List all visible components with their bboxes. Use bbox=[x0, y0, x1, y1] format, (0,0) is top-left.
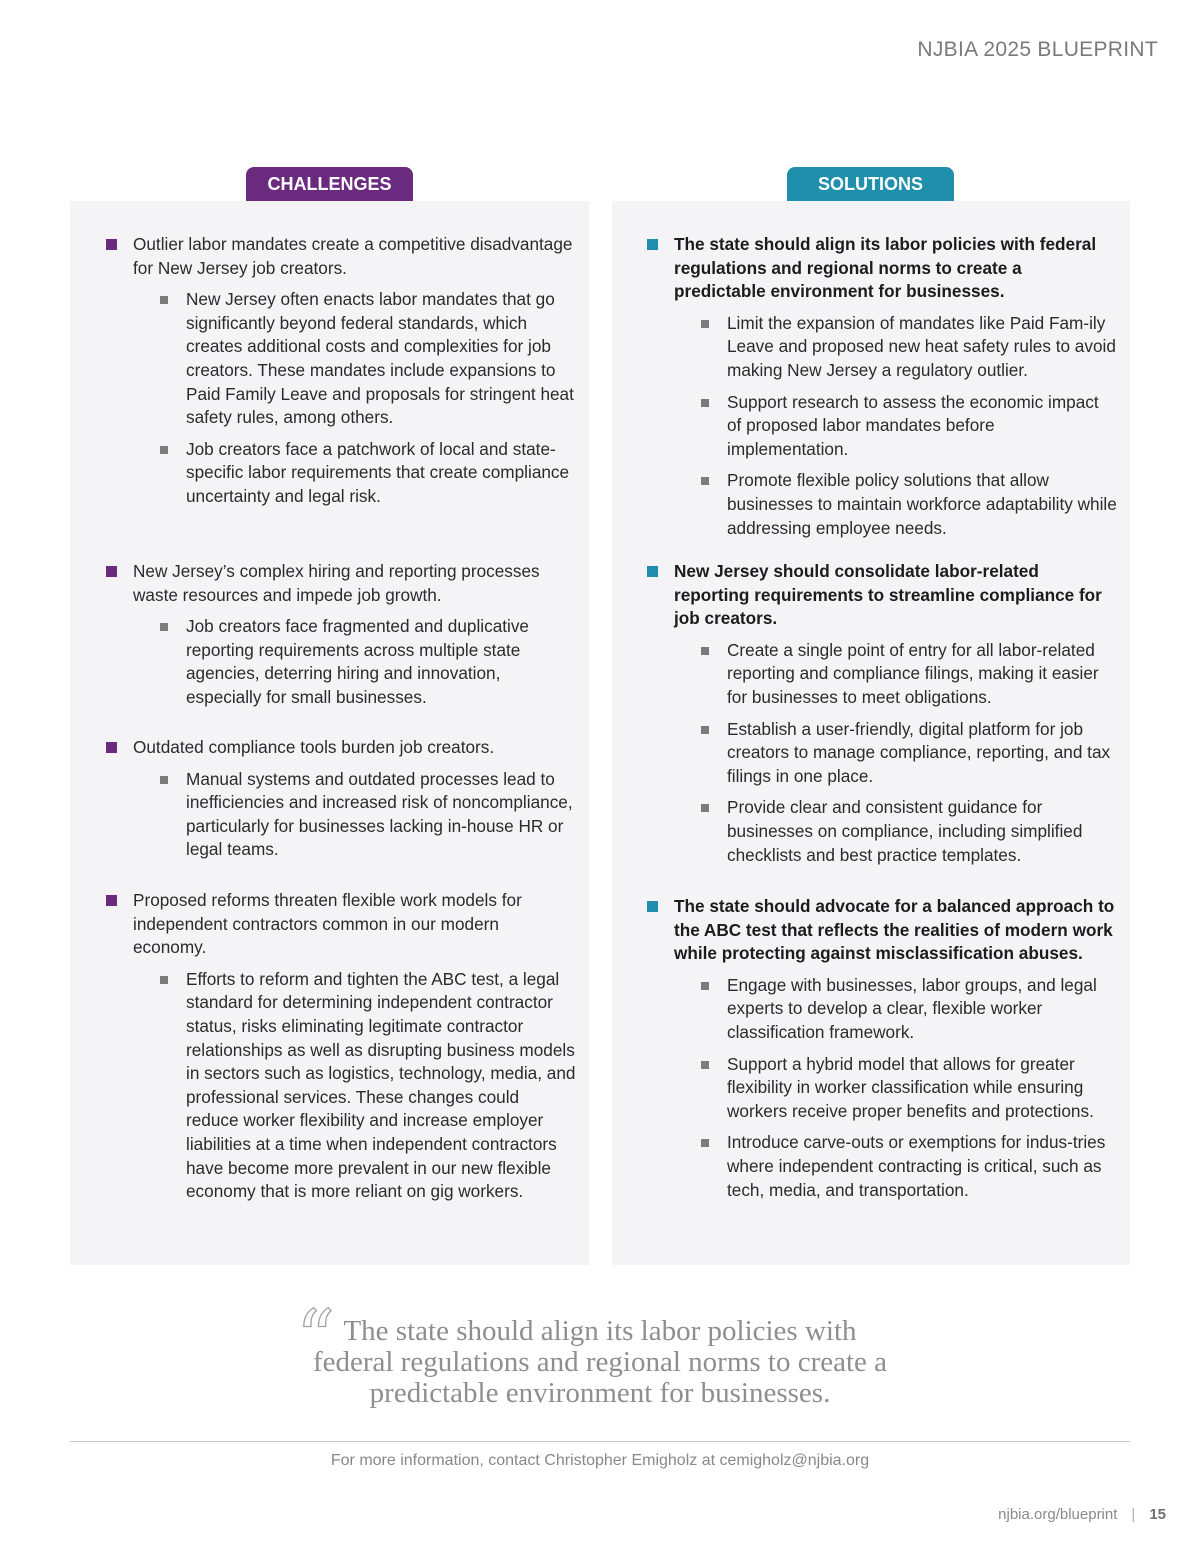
challenges-tab: CHALLENGES bbox=[246, 167, 413, 201]
challenge-heading: Outdated compliance tools burden job creators. bbox=[133, 737, 495, 757]
solution-detail: Provide clear and consistent guidance for businesses on compliance, including simplified checklists and best practice templates. bbox=[727, 796, 1117, 867]
square-bullet-icon bbox=[160, 776, 168, 784]
divider bbox=[70, 1441, 1130, 1442]
challenge-detail: Manual systems and outdated processes lead to inefficiencies and increased risk of noncompliance, particularly for businesses lacking in-house HR or legal teams. bbox=[186, 768, 576, 862]
solution-item bbox=[647, 233, 1117, 548]
quote-mark-icon: “ bbox=[296, 1293, 335, 1382]
square-bullet-icon bbox=[701, 320, 709, 328]
square-bullet-icon bbox=[701, 399, 709, 407]
challenge-detail: Efforts to reform and tighten the ABC test, a legal standard for determining independent contractor status, risks eliminating legitimate contractor relationships as well as disrupting business models in sectors such as logistics, technology, media, and professional services. These changes could reduce worker flexibility and increase employer liabilities at a time when independent contractors have become more prevalent in our new flexible economy that is more reliant on gig workers. bbox=[186, 968, 576, 1204]
solution-detail: Support research to assess the economic impact of proposed labor mandates before implementation. bbox=[727, 391, 1117, 462]
square-bullet-icon bbox=[647, 566, 658, 577]
challenge-heading: New Jersey’s complex hiring and reporting processes waste resources and impede job growth. bbox=[133, 561, 540, 605]
challenge-item bbox=[106, 736, 576, 870]
footer-url: njbia.org/blueprint bbox=[998, 1506, 1118, 1523]
challenge-heading: Outlier labor mandates create a competitive disadvantage for New Jersey job creators. bbox=[133, 234, 573, 278]
square-bullet-icon bbox=[160, 446, 168, 454]
header-title: NJBIA 2025 BLUEPRINT bbox=[917, 38, 1158, 61]
square-bullet-icon bbox=[701, 1061, 709, 1069]
challenge-detail: Job creators face a patchwork of local and state-specific labor requirements that create compliance uncertainty and legal risk. bbox=[186, 438, 576, 509]
solution-item bbox=[647, 560, 1117, 875]
square-bullet-icon bbox=[160, 296, 168, 304]
square-bullet-icon bbox=[647, 239, 658, 250]
solution-detail: Support a hybrid model that allows for greater flexibility in worker classification while ensuring workers receive proper benefits and protections. bbox=[727, 1053, 1117, 1124]
solution-heading: The state should advocate for a balanced approach to the ABC test that reflects the realities of modern work while protecting against misclassification abuses. bbox=[674, 896, 1115, 964]
page-number: 15 bbox=[1149, 1506, 1166, 1523]
square-bullet-icon bbox=[106, 895, 117, 906]
footer-separator: | bbox=[1131, 1506, 1136, 1523]
solution-detail: Create a single point of entry for all labor-related reporting and compliance filings, making it easier for businesses to meet obligations. bbox=[727, 639, 1117, 710]
square-bullet-icon bbox=[701, 477, 709, 485]
square-bullet-icon bbox=[160, 976, 168, 984]
square-bullet-icon bbox=[106, 566, 117, 577]
solution-detail: Promote flexible policy solutions that allow businesses to maintain workforce adaptability while addressing employee needs. bbox=[727, 469, 1117, 540]
square-bullet-icon bbox=[106, 239, 117, 250]
pull-quote: The state should align its labor policies with federal regulations and regional norms to create a predictable environment for businesses. bbox=[312, 1315, 888, 1409]
challenge-item bbox=[106, 233, 576, 517]
solution-detail: Engage with businesses, labor groups, and legal experts to develop a clear, flexible worker classification framework. bbox=[727, 974, 1117, 1045]
square-bullet-icon bbox=[701, 982, 709, 990]
square-bullet-icon bbox=[701, 804, 709, 812]
solution-detail: Establish a user-friendly, digital platform for job creators to manage compliance, reporting, and tax filings in one place. bbox=[727, 718, 1117, 789]
challenge-item bbox=[106, 560, 576, 718]
square-bullet-icon bbox=[701, 647, 709, 655]
square-bullet-icon bbox=[106, 742, 117, 753]
page-footer bbox=[998, 1506, 1166, 1523]
solutions-tab: SOLUTIONS bbox=[787, 167, 954, 201]
square-bullet-icon bbox=[701, 726, 709, 734]
challenge-heading: Proposed reforms threaten flexible work models for independent contractors common in our modern economy. bbox=[133, 890, 522, 958]
solution-detail: Introduce carve-outs or exemptions for indus-tries where independent contracting is critical, such as tech, media, and transportation. bbox=[727, 1131, 1117, 1202]
square-bullet-icon bbox=[647, 901, 658, 912]
challenge-detail: Job creators face fragmented and duplicative reporting requirements across multiple state agencies, deterring hiring and innovation, especially for small businesses. bbox=[186, 615, 576, 709]
square-bullet-icon bbox=[160, 623, 168, 631]
challenge-detail: New Jersey often enacts labor mandates that go significantly beyond federal standards, which creates additional costs and complexities for job creators. These mandates include expansions to Paid Family Leave and proposals for stringent heat safety rules, among others. bbox=[186, 288, 576, 430]
solution-heading: The state should align its labor policies with federal regulations and regional norms to create a predictable environment for businesses. bbox=[674, 234, 1097, 302]
solution-detail: Limit the expansion of mandates like Paid Fam-ily Leave and proposed new heat safety rules to avoid making New Jersey a regulatory outlier. bbox=[727, 312, 1117, 383]
solution-heading: New Jersey should consolidate labor-related reporting requirements to streamline compliance for job creators. bbox=[674, 561, 1102, 629]
solution-item bbox=[647, 895, 1117, 1210]
square-bullet-icon bbox=[701, 1139, 709, 1147]
challenge-item bbox=[106, 889, 576, 1212]
contact-line: For more information, contact Christopher Emigholz at cemigholz@njbia.org bbox=[330, 1452, 870, 1469]
